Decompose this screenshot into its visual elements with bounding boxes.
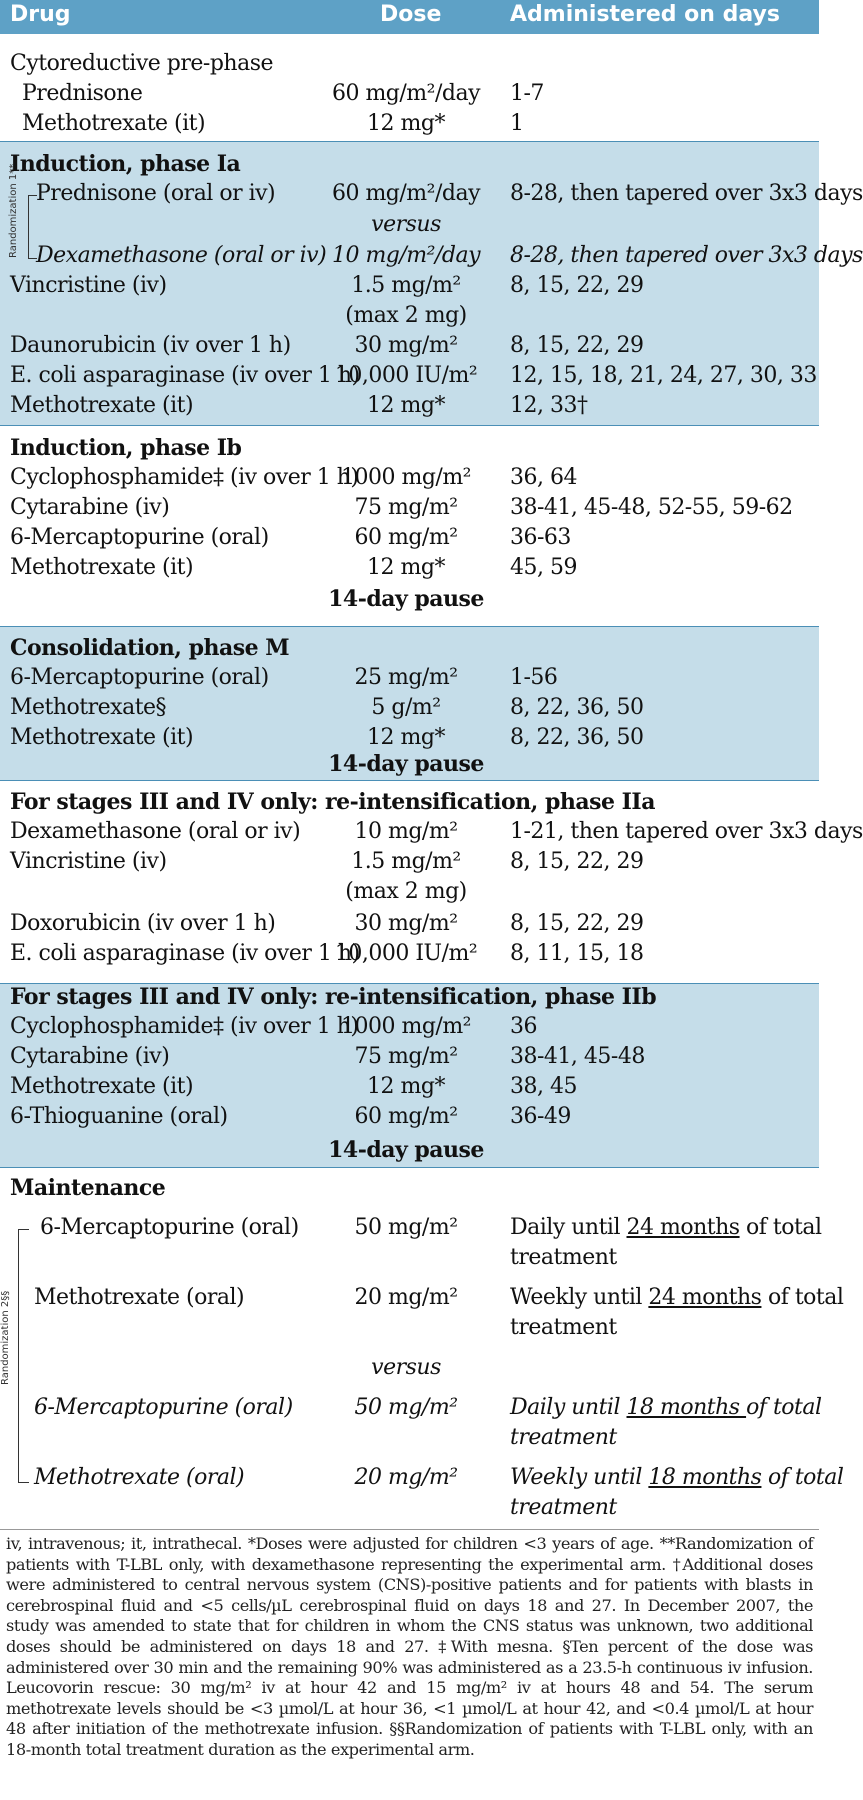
days: 38-41, 45-48: [510, 1044, 645, 1069]
table-row: [0, 392, 819, 420]
divider: [0, 626, 819, 627]
drug-name: E. coli asparaginase (iv over 1 h): [10, 941, 360, 966]
table-row: [0, 1424, 819, 1452]
days: 8, 22, 36, 50: [510, 695, 644, 720]
drug-name: Cytarabine (iv): [10, 1044, 170, 1069]
table-row: [0, 332, 819, 360]
table-row: [0, 242, 863, 270]
days: 8, 11, 15, 18: [510, 941, 644, 966]
drug-name: Dexamethasone (oral or iv): [36, 243, 327, 268]
drug-name: Cytarabine (iv): [10, 495, 170, 520]
section-title: Maintenance: [10, 1175, 166, 1201]
table-row: [0, 1464, 844, 1492]
table-row: [0, 818, 863, 846]
table-row: [0, 50, 819, 78]
section-title: Consolidation, phase M: [10, 635, 290, 661]
table-row: [0, 724, 819, 752]
dose: 20 mg/m²: [354, 1285, 458, 1310]
drug-name: Cyclophosphamide‡ (iv over 1 h): [10, 1014, 359, 1039]
drug-name: Methotrexate (oral): [34, 1285, 245, 1310]
versus-label: versus: [371, 1355, 441, 1380]
days: 8, 15, 22, 29: [510, 333, 644, 358]
dose-note: (max 2 mg): [345, 303, 467, 328]
drug-name: Cyclophosphamide‡ (iv over 1 h): [10, 465, 359, 490]
dose: 12 mg*: [367, 111, 445, 136]
days: 1-7: [510, 81, 544, 106]
dose: 12 mg*: [367, 555, 445, 580]
table-row: [0, 634, 819, 662]
section-title: Induction, phase Ib: [10, 435, 242, 461]
dose: 60 mg/m²/day: [331, 81, 481, 106]
drug-name: Methotrexate§: [10, 695, 167, 720]
table-row: [0, 1073, 819, 1101]
section-title: Induction, phase Ia: [10, 151, 241, 177]
days: 36-49: [510, 1104, 571, 1129]
drug-name: Vincristine (iv): [10, 849, 167, 874]
drug-name: Prednisone (oral or iv): [36, 181, 276, 206]
drug-name: 6-Mercaptopurine (oral): [40, 1215, 299, 1240]
days: Weekly until 24 months of total: [510, 1285, 844, 1310]
days: 8-28, then tapered over 3x3 days: [510, 243, 863, 268]
days: 36-63: [510, 525, 571, 550]
dose: 50 mg/m²: [354, 1215, 458, 1240]
drug-name: 6-Mercaptopurine (oral): [10, 525, 269, 550]
dose: 10 mg/m²: [354, 819, 458, 844]
days: treatment: [510, 1495, 617, 1520]
days: 8-28, then tapered over 3x3 days: [510, 181, 863, 206]
dose-note: (max 2 mg): [345, 879, 467, 904]
table-row: [0, 878, 819, 906]
days: treatment: [510, 1245, 617, 1270]
table-row: [0, 983, 819, 1011]
drug-name: E. coli asparaginase (iv over 1 h): [10, 363, 360, 388]
table-row: [0, 1354, 819, 1382]
days: 12, 15, 18, 21, 24, 27, 30, 33: [510, 363, 817, 388]
days: treatment: [510, 1315, 617, 1340]
table-row: [0, 1013, 819, 1041]
dose: 12 mg*: [367, 725, 445, 750]
dose: 60 mg/m²: [354, 1104, 458, 1129]
dose: 12 mg*: [367, 1074, 445, 1099]
dose: 10,000 IU/m²: [334, 363, 478, 388]
days: Weekly until 18 months of total: [510, 1465, 844, 1490]
drug-name: Vincristine (iv): [10, 273, 167, 298]
drug-name: Methotrexate (it): [10, 725, 194, 750]
table-row: [0, 554, 819, 582]
dose: 1.5 mg/m²: [351, 273, 461, 298]
table-row: [0, 1244, 819, 1272]
table-header: [0, 0, 819, 34]
dose: 30 mg/m²: [354, 333, 458, 358]
table-row: [0, 110, 819, 138]
dose: 10 mg/m²/day: [331, 243, 481, 268]
drug-name: Methotrexate (it): [10, 1074, 194, 1099]
table-row: [0, 1494, 819, 1522]
days: 12, 33†: [510, 393, 588, 418]
days: 36, 64: [510, 465, 577, 490]
drug-name: Methotrexate (it): [22, 111, 206, 136]
table-row: [0, 1136, 819, 1164]
table-row: [0, 694, 819, 722]
dose: 30 mg/m²: [354, 911, 458, 936]
table-row: [0, 1314, 819, 1342]
table-row: [0, 848, 819, 876]
divider: [0, 141, 819, 142]
days: Daily until 24 months of total: [510, 1215, 822, 1240]
days: 1: [510, 111, 524, 136]
days: Daily until 18 months of total: [510, 1395, 822, 1420]
table-row: [0, 524, 819, 552]
section-title: Cytoreductive pre-phase: [10, 51, 274, 76]
table-row: [0, 150, 819, 178]
col-header-dose: Dose: [380, 2, 442, 27]
versus-label: versus: [371, 212, 441, 237]
randomization-label: Randomization 2§§: [0, 1290, 11, 1385]
table-row: [0, 1214, 822, 1242]
table-row: [0, 1103, 819, 1131]
days: 8, 15, 22, 29: [510, 911, 644, 936]
footnote-divider: [0, 1529, 819, 1530]
table-row: [0, 302, 819, 330]
table-row: [0, 80, 819, 108]
days: 1-21, then tapered over 3x3 days: [510, 819, 863, 844]
table-row: [0, 1043, 819, 1071]
pause-label: 14-day pause: [328, 751, 484, 777]
divider: [0, 780, 819, 781]
dose: 20 mg/m²: [354, 1465, 458, 1490]
dose: 60 mg/m²: [354, 525, 458, 550]
table-row: [0, 1284, 844, 1312]
table-row: [0, 272, 819, 300]
table-row: [0, 1174, 819, 1202]
dose: 25 mg/m²: [354, 665, 458, 690]
days: 38-41, 45-48, 52-55, 59-62: [510, 495, 793, 520]
days: treatment: [510, 1425, 617, 1450]
table-row: [0, 434, 819, 462]
col-header-drug: Drug: [10, 2, 71, 27]
dose: 75 mg/m²: [354, 1044, 458, 1069]
drug-name: Daunorubicin (iv over 1 h): [10, 333, 291, 358]
drug-name: Methotrexate (it): [10, 555, 194, 580]
days: 1-56: [510, 665, 558, 690]
table-row: [0, 211, 819, 239]
table-row: [0, 180, 863, 208]
dose: 10,000 IU/m²: [334, 941, 478, 966]
dose: 5 g/m²: [371, 695, 441, 720]
table-row: [0, 750, 819, 778]
dose: 50 mg/m²: [354, 1395, 458, 1420]
drug-name: 6-Mercaptopurine (oral): [10, 665, 269, 690]
divider: [0, 1167, 819, 1168]
dose: 1000 mg/m²: [340, 1014, 472, 1039]
drug-name: 6-Thioguanine (oral): [10, 1104, 228, 1129]
days: 36: [510, 1014, 537, 1039]
dose: 60 mg/m²/day: [331, 181, 481, 206]
drug-name: Methotrexate (it): [10, 393, 194, 418]
col-header-days: Administered on days: [510, 2, 780, 27]
drug-name: Prednisone: [22, 81, 143, 106]
dose: 1000 mg/m²: [340, 465, 472, 490]
dose: 1.5 mg/m²: [351, 849, 461, 874]
table-row: [0, 585, 819, 613]
table-row: [0, 664, 819, 692]
drug-name: Doxorubicin (iv over 1 h): [10, 911, 276, 936]
drug-name: Methotrexate (oral): [34, 1465, 245, 1490]
table-row: [0, 464, 819, 492]
footnote: iv, intravenous; it, intrathecal. *Doses were adjusted for children <3 years of age. **Randomization of patients with T-LBL only, with dexamethasone representing the experimental arm. †Additional doses were administered to central nervous system (CNS)-positive patients and for patients with blasts in cerebrospinal fluid and <5 cells/µL cerebrospinal fluid on days 18 and 27. In December 2007, the study was amended to state that for children in whom the CNS status was unknown, two additional doses should be administered on days 18 and 27. ‡With mesna. §Ten percent of the dose was administered over 30 min and the remaining 90% was administered as a 23.5-h continuous iv infusion. Leucovorin rescue: 30 mg/m² iv at hour 42 and 15 mg/m² iv at hours 48 and 54. The serum methotrexate levels should be <3 µmol/L at hour 36, <1 µmol/L at hour 42, and <0.4 µmol/L at hour 48 after initiation of the methotrexate infusion. §§Randomization of patients with T-LBL only, with an 18-month total treatment duration as the experimental arm.: [6, 1534, 813, 1759]
drug-name: Dexamethasone (oral or iv): [10, 819, 301, 844]
pause-label: 14-day pause: [328, 586, 484, 612]
table-row: [0, 788, 819, 816]
dose: 75 mg/m²: [354, 495, 458, 520]
pause-label: 14-day pause: [328, 1137, 484, 1163]
days: 8, 22, 36, 50: [510, 725, 644, 750]
dose: 12 mg*: [367, 393, 445, 418]
days: 8, 15, 22, 29: [510, 273, 644, 298]
section-title: For stages III and IV only: re-intensification, phase IIb: [10, 984, 657, 1010]
days: 8, 15, 22, 29: [510, 849, 644, 874]
randomization-label: Randomization 1**: [8, 163, 19, 258]
section-title: For stages III and IV only: re-intensification, phase IIa: [10, 789, 655, 815]
divider: [0, 425, 819, 426]
table-row: [0, 1394, 822, 1422]
days: 38, 45: [510, 1074, 577, 1099]
table-row: [0, 910, 819, 938]
table-row: [0, 362, 819, 390]
table-row: [0, 494, 819, 522]
drug-name: 6-Mercaptopurine (oral): [34, 1395, 293, 1420]
table-row: [0, 940, 819, 968]
days: 45, 59: [510, 555, 577, 580]
